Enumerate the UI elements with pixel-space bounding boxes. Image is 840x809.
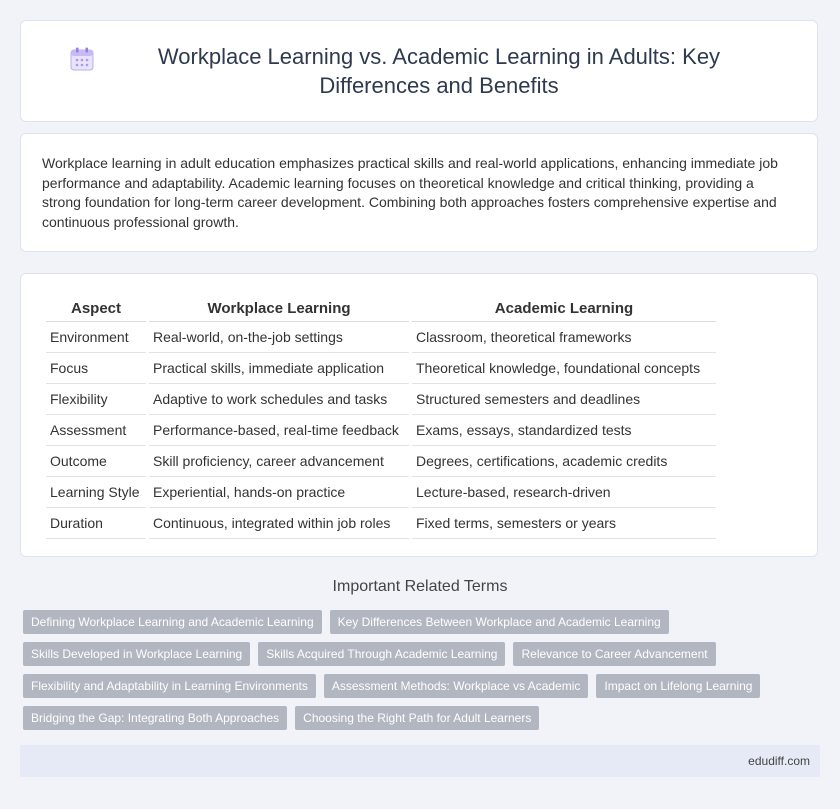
table-cell: Fixed terms, semesters or years — [412, 508, 716, 539]
table-cell: Focus — [46, 353, 146, 384]
table-cell: Adaptive to work schedules and tasks — [149, 384, 409, 415]
footer — [20, 745, 820, 777]
related-term-tag[interactable]: Key Differences Between Workplace and Academic Learning — [330, 610, 669, 634]
table-cell: Theoretical knowledge, foundational concepts — [412, 353, 716, 384]
table-cell: Duration — [46, 508, 146, 539]
table-cell: Classroom, theoretical frameworks — [412, 322, 716, 353]
related-term-tag[interactable]: Defining Workplace Learning and Academic Learning — [23, 610, 322, 634]
related-terms-list — [23, 610, 813, 730]
table-cell: Real-world, on-the-job settings — [149, 322, 409, 353]
comparison-card — [20, 273, 818, 557]
table-cell: Performance-based, real-time feedback — [149, 415, 409, 446]
footer-site-link[interactable]: edudiff.com — [748, 754, 810, 768]
related-term-tag[interactable]: Skills Acquired Through Academic Learning — [258, 642, 505, 666]
table-cell: Experiential, hands-on practice — [149, 477, 409, 508]
related-terms-heading: Important Related Terms — [332, 578, 508, 595]
column-header-academic: Academic Learning — [412, 294, 716, 322]
table-row — [46, 477, 716, 508]
intro-card — [20, 133, 818, 252]
related-term-tag[interactable]: Bridging the Gap: Integrating Both Approaches — [23, 706, 287, 730]
column-header-aspect: Aspect — [46, 294, 146, 322]
comparison-table — [43, 294, 719, 539]
table-cell: Structured semesters and deadlines — [412, 384, 716, 415]
table-cell: Outcome — [46, 446, 146, 477]
related-term-tag[interactable]: Skills Developed in Workplace Learning — [23, 642, 250, 666]
related-term-tag[interactable]: Assessment Methods: Workplace vs Academic — [324, 674, 589, 698]
table-cell: Continuous, integrated within job roles — [149, 508, 409, 539]
table-row — [46, 446, 716, 477]
table-row — [46, 415, 716, 446]
table-row — [46, 508, 716, 539]
calendar-icon — [69, 46, 95, 72]
title-card — [20, 20, 818, 122]
table-cell: Practical skills, immediate application — [149, 353, 409, 384]
table-row — [46, 353, 716, 384]
table-row — [46, 322, 716, 353]
table-cell: Skill proficiency, career advancement — [149, 446, 409, 477]
table-cell: Flexibility — [46, 384, 146, 415]
table-cell: Learning Style — [46, 477, 146, 508]
table-header-row — [46, 294, 716, 322]
table-cell: Environment — [46, 322, 146, 353]
related-term-tag[interactable]: Relevance to Career Advancement — [513, 642, 715, 666]
table-cell: Assessment — [46, 415, 146, 446]
related-term-tag[interactable]: Choosing the Right Path for Adult Learners — [295, 706, 539, 730]
related-term-tag[interactable]: Impact on Lifelong Learning — [596, 674, 760, 698]
table-cell: Degrees, certifications, academic credits — [412, 446, 716, 477]
table-cell: Exams, essays, standardized tests — [412, 415, 716, 446]
column-header-workplace: Workplace Learning — [149, 294, 409, 322]
table-cell: Lecture-based, research-driven — [412, 477, 716, 508]
intro-paragraph: Workplace learning in adult education emphasizes practical skills and real-world applications, enhancing immediate job performance and adaptability. Academic learning focuses on theoretical knowledge and critical thinking, providing a strong foundation for long-term career development. Combining both approaches fosters comprehensive expertise and continuous professional growth. — [42, 155, 778, 230]
related-term-tag[interactable]: Flexibility and Adaptability in Learning Environments — [23, 674, 316, 698]
title-wrap — [69, 42, 769, 100]
table-row — [46, 384, 716, 415]
page-title: Workplace Learning vs. Academic Learning in Adults: Key Differences and Benefits — [157, 44, 721, 98]
